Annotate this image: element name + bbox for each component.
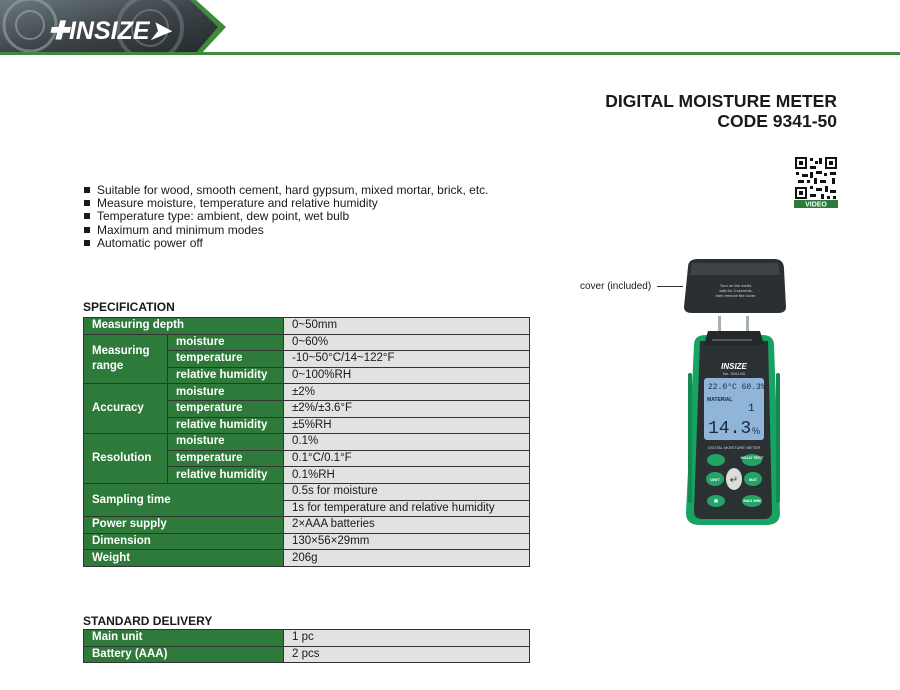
spec-label: Weight	[84, 550, 284, 567]
screen-material-number: 1	[748, 403, 755, 415]
device-name: DIGITAL MOISTURE METER	[707, 445, 761, 450]
table-row	[84, 646, 530, 663]
device-code: No. 9341-50	[722, 371, 746, 376]
spec-value: 2×AAA batteries	[284, 517, 530, 534]
spec-value: 0~100%RH	[284, 367, 530, 384]
spec-value: 206g	[284, 550, 530, 567]
specification-heading: SPECIFICATION	[83, 300, 175, 314]
logo-arrow-left-icon: ✚	[48, 17, 69, 45]
feature-item: Automatic power off	[84, 237, 489, 250]
spec-label: Sampling time	[84, 483, 284, 516]
spec-value: 0~60%	[284, 334, 530, 351]
spec-sublabel: relative humidity	[168, 467, 284, 484]
spec-value: 0.1%RH	[284, 467, 530, 484]
table-row	[84, 334, 530, 351]
table-row	[84, 630, 530, 647]
delivery-value: 2 pcs	[284, 646, 530, 663]
feature-item: Suitable for wood, smooth cement, hard gypsum, mixed mortar, brick, etc.	[84, 184, 489, 197]
spec-value: 0.1°C/0.1°F	[284, 450, 530, 467]
qr-code-icon[interactable]	[794, 156, 838, 208]
cover-callout-label: cover (included)	[580, 281, 652, 292]
spec-value: -10~50°C/14~122°F	[284, 351, 530, 368]
product-title	[605, 91, 837, 131]
spec-label: Power supply	[84, 517, 284, 534]
enter-icon: ↵	[729, 475, 739, 486]
power-button[interactable]	[707, 454, 725, 466]
bullet-icon	[84, 227, 90, 233]
spec-sublabel: moisture	[168, 384, 284, 401]
backlight-icon: ✱	[713, 498, 719, 505]
delivery-value: 1 pc	[284, 630, 530, 647]
spec-group-label: Accuracy	[84, 384, 168, 434]
specification-table	[83, 317, 530, 567]
bullet-icon	[84, 200, 90, 206]
bullet-icon	[84, 187, 90, 193]
spec-value: ±2%	[284, 384, 530, 401]
device-brand: INSIZE	[721, 362, 747, 371]
spec-value: 1s for temperature and relative humidity	[284, 500, 530, 517]
unit-label: UNIT	[710, 477, 720, 482]
screen-top-readout: 22.0°C 60.3%	[708, 383, 766, 392]
screen-material-label: MATERIAL	[707, 397, 733, 403]
delivery-table	[83, 629, 530, 663]
moisture-meter-illustration	[678, 253, 790, 553]
spec-sublabel: temperature	[168, 351, 284, 368]
spec-group-label: Measuring range	[84, 334, 168, 384]
bullet-icon	[84, 240, 90, 246]
table-row	[84, 517, 530, 534]
feature-item: Maximum and minimum modes	[84, 224, 489, 237]
header-divider	[0, 52, 900, 55]
feature-list	[84, 184, 489, 250]
table-row	[84, 384, 530, 401]
screen-unit: %	[752, 426, 761, 436]
spec-sublabel: temperature	[168, 400, 284, 417]
product-name: DIGITAL MOISTURE METER	[605, 91, 837, 111]
table-row	[84, 483, 530, 500]
spec-group-label: Resolution	[84, 434, 168, 484]
hold-test-label: HOLD TEST	[740, 455, 764, 460]
delivery-label: Battery (AAA)	[84, 646, 284, 663]
cover-note: Turn on the meter, wait for 3 seconds, then remove the cover.	[715, 283, 757, 298]
mat-label: MAT	[748, 477, 758, 482]
spec-value: ±2%/±3.6°F	[284, 400, 530, 417]
qr-video-label: VIDEO	[805, 201, 827, 208]
logo-arrow-right-icon: ➤	[149, 17, 171, 45]
feature-item: Temperature type: ambient, dew point, wet bulb	[84, 210, 489, 223]
spec-label: Dimension	[84, 533, 284, 550]
spec-sublabel: relative humidity	[168, 367, 284, 384]
spec-value: 0~50mm	[284, 318, 530, 335]
spec-value: 130×56×29mm	[284, 533, 530, 550]
table-row	[84, 434, 530, 451]
table-row	[84, 550, 530, 567]
spec-sublabel: moisture	[168, 434, 284, 451]
bullet-icon	[84, 213, 90, 219]
table-row	[84, 318, 530, 335]
screen-main-readout: 14.3	[708, 419, 752, 439]
spec-label: Measuring depth	[84, 318, 284, 335]
feature-item: Measure moisture, temperature and relative humidity	[84, 197, 489, 210]
spec-sublabel: moisture	[168, 334, 284, 351]
spec-value: ±5%RH	[284, 417, 530, 434]
delivery-heading: STANDARD DELIVERY	[83, 614, 213, 628]
brand-logo: ✚INSIZE➤	[48, 17, 171, 45]
spec-sublabel: relative humidity	[168, 417, 284, 434]
table-row	[84, 533, 530, 550]
product-code: CODE 9341-50	[717, 111, 837, 131]
spec-sublabel: temperature	[168, 450, 284, 467]
max-min-label: MAX MIN	[743, 498, 761, 503]
spec-value: 0.5s for moisture	[284, 483, 530, 500]
delivery-label: Main unit	[84, 630, 284, 647]
spec-value: 0.1%	[284, 434, 530, 451]
